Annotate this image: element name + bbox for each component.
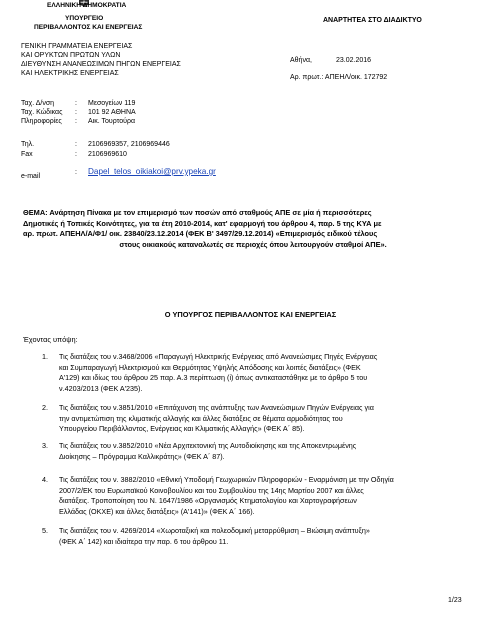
list-item-line: την αντιμετώπιση της κλιματικής αλλαγής και άλλες διατάξεις σε θέματα αρμοδιότητας του	[59, 413, 343, 423]
contact-label: Ταχ. Κώδικας	[21, 109, 63, 116]
list-item-line: 2007/2/ΕΚ του Ευρωπαϊκού Κοινοβουλίου και του Συμβουλίου της 14ης Μαρτίου 2007 και άλλες	[59, 485, 364, 495]
list-item	[59, 441, 479, 462]
contact-value: 2106969357, 2106969446	[88, 141, 170, 148]
dept-line: ΚΑΙ ΟΡΥΚΤΩΝ ΠΡΩΤΩΝ ΥΛΩΝ	[21, 52, 121, 59]
list-item-number: 5.	[42, 526, 48, 535]
list-item-line: Τις διατάξεις του ν.3851/2010 «Επιτάχυνση της ανάπτυξης των Ανανεώσιμων Πηγών Ενέργειας για	[59, 403, 374, 412]
list-item	[59, 352, 479, 394]
contact-label: Πληροφορίες	[21, 118, 62, 125]
ministry-line1: ΥΠΟΥΡΓΕΙΟ	[65, 15, 104, 22]
subject-line: Δημοτικές ή Τοπικές Κοινότητες, για τα έτη 2010-2014, κατ' εφαρμογή του άρθρου 4, παρ. 5 της ΚΥΑ με	[23, 218, 382, 228]
subject-line: στους οικιακούς καταναλωτές σε περιοχές όπου λειτουργούν σταθμοί ΑΠΕ».	[119, 239, 387, 249]
contact-label: e-mail	[21, 173, 41, 180]
subject-block	[23, 208, 483, 250]
posted-online-label: ΑΝΑΡΤΗΤΕΑ ΣΤΟ ΔΙΑΔΙΚΤΥΟ	[323, 17, 422, 24]
email-link[interactable]: Dapel_telos_oikiakoi@prv.ypeka.gr	[88, 167, 216, 176]
list-item	[59, 475, 479, 517]
date-label: Αθήνα,	[290, 57, 312, 64]
subject-line: αρ. πρωτ. ΑΠΕΗΛ/Α/Φ1/ οικ. 23840/23.12.2014 (ΦΕΚ Β' 3497/29.12.2014) «Επιμερισμός ειδικού τέλους	[23, 229, 378, 239]
dept-line: ΚΑΙ ΗΛΕΚΤΡΙΚΗΣ ΕΝΕΡΓΕΙΑΣ	[21, 70, 119, 77]
list-item-line: Διοίκησης – Πρόγραμμα Καλλικράτης» (ΦΕΚ Α΄ 87).	[59, 451, 225, 461]
contact-postal-row	[21, 108, 136, 117]
protocol-number: Αρ. πρωτ.: ΑΠΕΗΛ/οικ. 172792	[290, 74, 388, 81]
subject-line: ΘΕΜΑ: Ανάρτηση Πίνακα με τον επιμερισμό των ποσών από σταθμούς ΑΠΕ σε μία ή περισσότερες	[23, 208, 372, 217]
contact-value: 2106969610	[88, 151, 127, 158]
contact-colon: :	[75, 169, 77, 176]
contact-colon: :	[75, 141, 77, 148]
contact-colon: :	[75, 100, 77, 107]
list-item-line: ν.4203/2013 (ΦΕΚ Α'235).	[59, 383, 143, 393]
ministry-line2: ΠΕΡΙΒΑΛΛΟΝΤΟΣ ΚΑΙ ΕΝΕΡΓΕΙΑΣ	[34, 24, 143, 31]
list-item-line: Α'129) και ιδίως του άρθρου 25 παρ. Α.3 περίπτωση (i) όπως αντικαταστάθηκε με το άρθρο 5 του	[59, 373, 368, 382]
list-item-line: Τις διατάξεις του ν. 4269/2014 «Χωροταξική και πολεοδομική μεταρρύθμιση – Βιώσιμη ανάπτυξη»	[59, 526, 370, 535]
list-item-line: Ελλάδας (ΟΚΧΕ) και άλλες διατάξεις» (Α'141)» (ΦΕΚ Α΄ 166).	[59, 506, 255, 516]
list-item	[59, 526, 479, 547]
contact-info-row	[21, 117, 135, 126]
date-value: 23.02.2016	[336, 57, 372, 64]
contact-colon: :	[75, 151, 77, 158]
list-item-number: 2.	[42, 403, 48, 412]
contact-colon: :	[75, 118, 77, 125]
minister-heading: Ο ΥΠΟΥΡΓΟΣ ΠΕΡΙΒΑΛΛΟΝΤΟΣ ΚΑΙ ΕΝΕΡΓΕΙΑΣ	[164, 310, 337, 319]
contact-label: Τηλ.	[21, 141, 35, 148]
list-item-line: και Συμπαραγωγή Ηλεκτρισμού και Θερμότητας Υψηλής Απόδοσης και λοιπές διατάξεις» (ΦΕΚ	[59, 362, 361, 372]
republic-label: ΕΛΛΗΝΙΚΗ ΔΗΜΟΚΡΑΤΙΑ	[47, 2, 127, 9]
contact-address-row	[21, 99, 135, 108]
list-item-number: 1.	[42, 352, 48, 361]
dept-line: ΔΙΕΥΘΥΝΣΗ ΑΝΑΝΕΩΣΙΜΩΝ ΠΗΓΩΝ ΕΝΕΡΓΕΙΑΣ	[21, 61, 181, 68]
contact-colon: :	[75, 109, 77, 116]
contact-email-row	[21, 167, 216, 180]
dept-line: ΓΕΝΙΚΗ ΓΡΑΜΜΑΤΕΙΑ ΕΝΕΡΓΕΙΑΣ	[21, 43, 133, 50]
contact-label: Fax	[21, 151, 33, 158]
page-number: 1/23	[448, 597, 462, 604]
contact-value: 101 92 ΑΘΗΝΑ	[88, 109, 136, 116]
list-item-line: Τις διατάξεις του ν.3852/2010 «Νέα Αρχιτεκτονική της Αυτοδιοίκησης και της Αποκεντρωμένης	[59, 441, 357, 450]
list-item-number: 3.	[42, 441, 48, 450]
contact-phone-row	[21, 140, 170, 149]
list-item-line: Τις διατάξεις του ν. 3882/2010 «Εθνική Υποδομή Γεωχωρικών Πληροφοριών - Εναρμόνιση με την Οδηγία	[59, 475, 394, 484]
list-item	[59, 403, 479, 435]
contact-label: Ταχ. Δ/νση	[21, 100, 55, 107]
list-item-number: 4.	[42, 475, 48, 484]
list-item-line: Τις διατάξεις του ν.3468/2006 «Παραγωγή Ηλεκτρικής Ενέργειας από Ανανεώσιμες Πηγές Ενέργειας	[59, 352, 378, 361]
having-regard-label: Έχοντας υπόψη:	[23, 335, 78, 344]
contact-value: Αικ. Τουρτούρα	[88, 118, 136, 125]
list-item-line: διατάξεις. Τροποποίηση του Ν. 1647/1986 «Οργανισμός Κτηματολογίου και Χαρτογραφήσεων	[59, 496, 357, 505]
contact-value: Μεσογείων 119	[88, 100, 136, 107]
contact-fax-row	[21, 150, 127, 159]
list-item-line: (ΦΕΚ Α΄ 142) και ιδιαίτερα την παρ. 6 του άρθρου 11.	[59, 536, 229, 546]
list-item-line: Υπουργείου Περιβάλλοντος, Ενέργειας και Κλιματικής Αλλαγής» (ΦΕΚ Α΄ 85).	[59, 424, 305, 433]
